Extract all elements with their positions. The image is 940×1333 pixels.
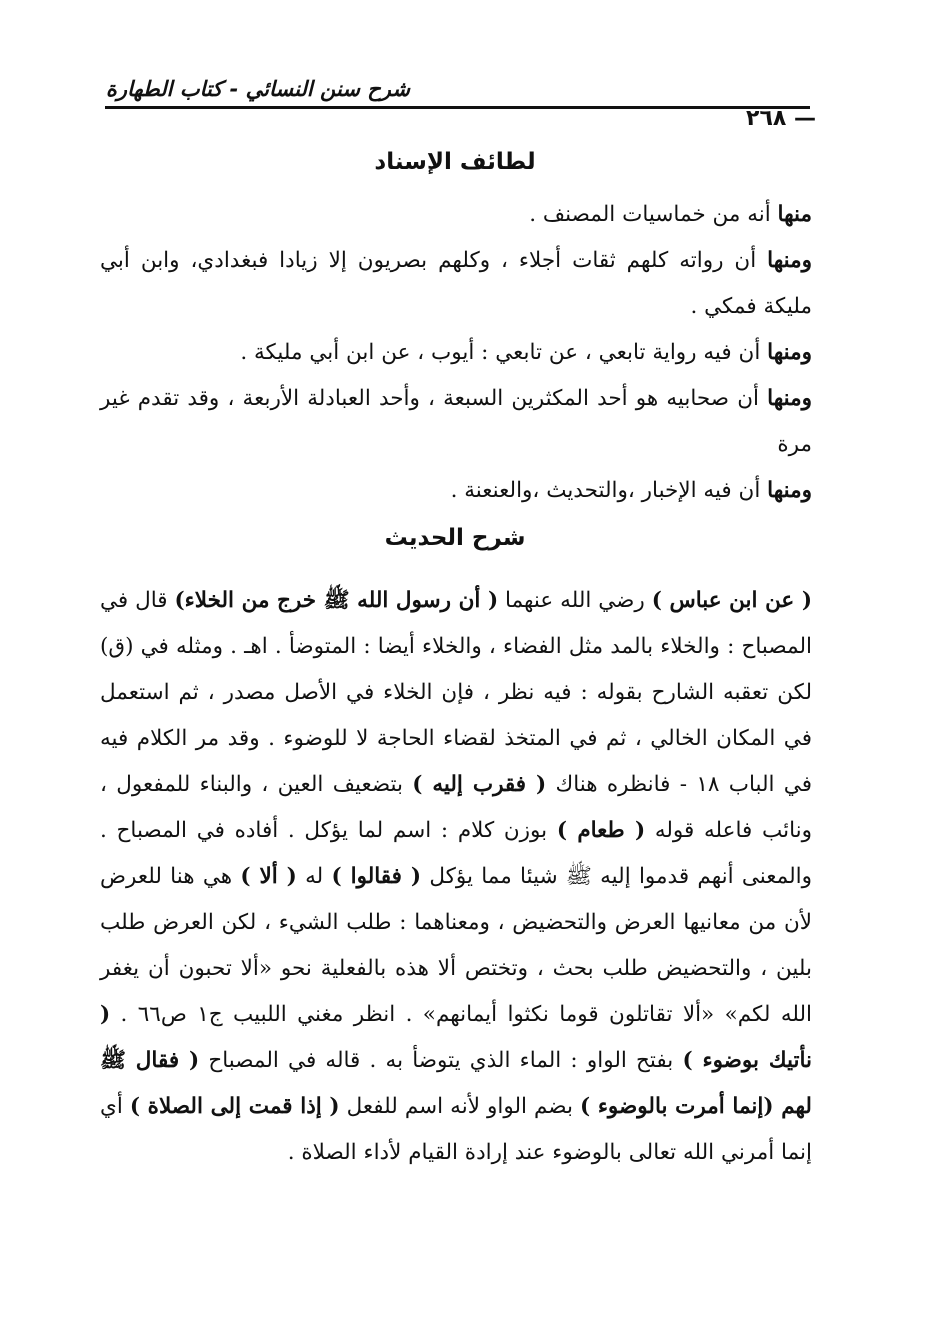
item-lead: ومنها bbox=[767, 386, 812, 411]
commentary-text: أي إنما أمرني الله تعالى بالوضوء عند إرادة القيام لأداء الصلاة . bbox=[100, 1094, 812, 1165]
quoted-phrase: ( فقالوا ) bbox=[331, 864, 422, 889]
commentary-text: رضي الله عنهما bbox=[498, 588, 652, 613]
item-text: أن فيه رواية تابعي ، عن تابعي : أيوب ، عن ابن أبي مليكة . bbox=[240, 340, 768, 365]
isnad-item bbox=[100, 238, 812, 330]
quoted-phrase: ( إذا قمت إلى الصلاة ) bbox=[129, 1094, 340, 1119]
header-rule bbox=[105, 106, 810, 109]
item-text: أنه من خماسيات المصنف . bbox=[529, 202, 778, 227]
quoted-phrase: ( فقال ﷺ لهم (إنما أمرت بالوضوء ) bbox=[100, 1048, 812, 1119]
item-text: أن صحابيه هو أحد المكثرين السبعة ، وأحد العبادلة الأربعة ، وقد تقدم غير مرة bbox=[100, 386, 812, 457]
quoted-phrase: ( طعام ) bbox=[556, 818, 646, 843]
quoted-phrase: ( عن ابن عباس ) bbox=[651, 588, 813, 613]
commentary-text: هي هنا للعرض لأن من معانيها العرض والتحضيض ، ومعناهما : طلب الشيء ، لكن العرض طلب بلين ، والتحضيض طلب بحث ، وتختص ألا هذه بالفعلية نحو «ألا تحبون أن يغفر الله لكم» «ألا تقاتلون قوما نكثوا أيمانهم» . انظر مغني اللبيب ج١ ص٦٦ . bbox=[100, 864, 812, 1027]
isnad-item bbox=[100, 376, 812, 468]
isnad-item bbox=[100, 468, 812, 514]
section-heading-isnad: لطائف الإسناد bbox=[374, 149, 536, 175]
commentary-paragraph bbox=[100, 578, 812, 1176]
commentary-text: قال في المصباح : والخلاء بالمد مثل الفضاء ، والخلاء أيضا : المتوضأ . اهـ . ومثله في (ق) لكن تعقبه الشارح بقوله : فيه نظر ، فإن الخلاء في الأصل مصدر ، ثم استعمل في المكان الخالي ، ثم في المتخذ لقضاء الحاجة لا للوضوء . وقد مر الكلام فيه في الباب ١٨ - فانظره هناك bbox=[100, 588, 813, 797]
hadith-commentary bbox=[100, 578, 812, 1176]
isnad-item bbox=[100, 330, 812, 376]
commentary-text: بوزن كلام : اسم لما يؤكل . أفاده في المصباح . والمعنى أنهم قدموا إليه ﷺ شيئا مما يؤكل bbox=[100, 818, 812, 889]
quoted-phrase: ( أن رسول الله ﷺ خرج من الخلاء) bbox=[174, 588, 499, 613]
commentary-text: له bbox=[296, 864, 332, 889]
quoted-phrase: ( نأتيك بوضوء ) bbox=[100, 1002, 812, 1073]
item-lead: ومنها bbox=[767, 248, 812, 273]
page-number: — ٢٦٨ bbox=[746, 106, 816, 131]
isnad-list bbox=[100, 192, 812, 514]
item-lead: منها bbox=[777, 202, 812, 227]
item-lead: ومنها bbox=[767, 340, 812, 365]
page-number-value: ٢٦٨ bbox=[746, 106, 787, 131]
item-lead: ومنها bbox=[767, 478, 812, 503]
commentary-text: بفتح الواو : الماء الذي يتوضأ به . قاله في المصباح bbox=[199, 1048, 683, 1073]
section-heading-sharh: شرح الحديث bbox=[384, 525, 526, 551]
commentary-text: بضم الواو لأنه اسم للفعل bbox=[339, 1094, 580, 1119]
item-text: أن فيه الإخبار ،والتحديث ،والعنعنة . bbox=[450, 478, 768, 503]
running-head: شرح سنن النسائي - كتاب الطهارة bbox=[105, 77, 410, 101]
quoted-phrase: ( فقرب إليه ) bbox=[412, 772, 547, 797]
commentary-text: بتضعيف العين ، والبناء للمفعول ، ونائب فاعله قوله bbox=[100, 772, 812, 843]
isnad-item bbox=[100, 192, 812, 238]
quoted-phrase: ( ألا ) bbox=[240, 864, 297, 889]
item-text: أن رواته كلهم ثقات أجلاء ، وكلهم بصريون إلا زيادا فبغدادي، وابن أبي مليكة فمكي . bbox=[100, 248, 812, 319]
